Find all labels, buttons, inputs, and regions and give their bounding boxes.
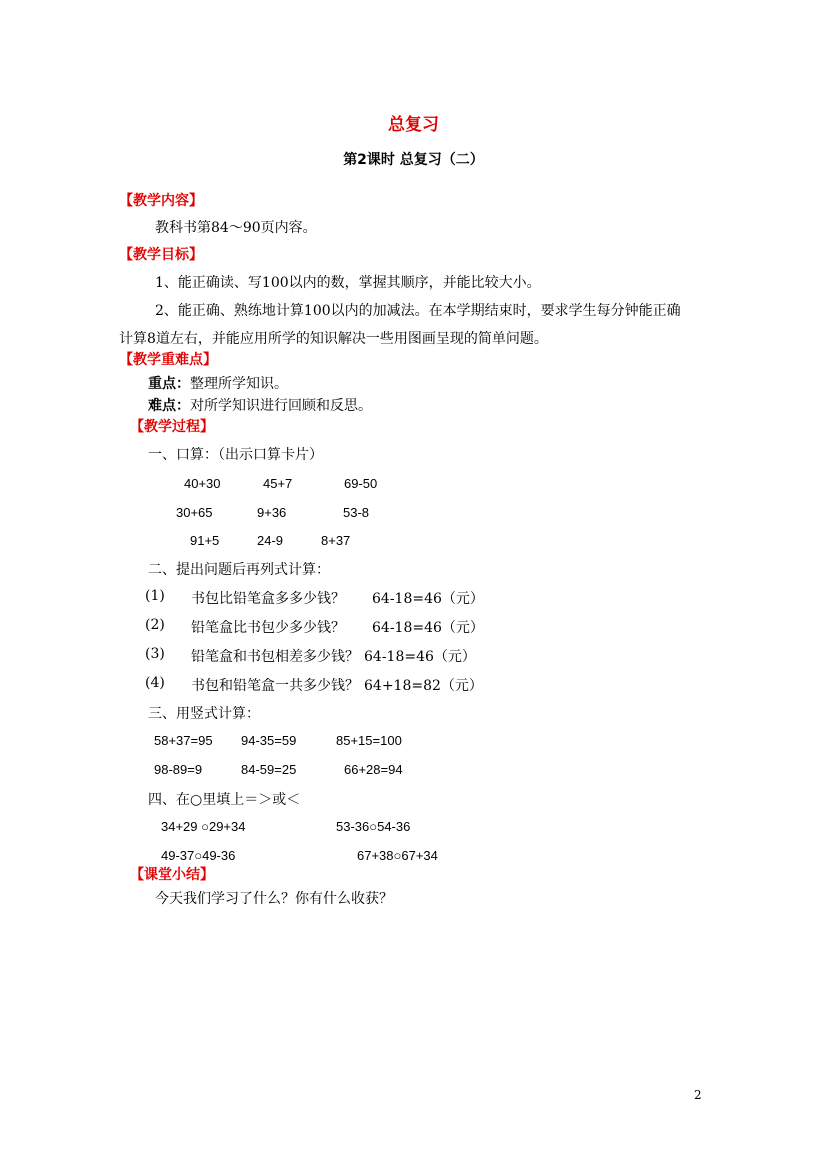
word-problem-answer: 64+18=82（元） [364,678,483,694]
word-problem-question: 书包和铅笔盒一共多少钱？ [191,678,359,694]
key-point-line [148,373,288,393]
word-problem-num: (2) [145,617,165,633]
oral-calc-item: 40+30 [184,476,221,491]
vertical-calc-item: 94-35=59 [241,733,297,748]
content-text: 教科书第84～90页内容。 [155,220,317,236]
word-problem-num: (4) [145,675,165,691]
process-heading: 【教学过程】 [130,419,214,435]
compare-item: 34+29 ○29+34 [161,819,246,834]
goals-heading: 【教学目标】 [119,247,203,263]
content-heading: 【教学内容】 [119,193,203,209]
vertical-calc-item: 58+37=95 [154,733,213,748]
vertical-calc-item: 66+28=94 [344,762,403,777]
oral-calc-item: 9+36 [257,505,287,520]
oral-calc-item: 69-50 [344,476,378,491]
difficulty-text: 对所学知识进行回顾和反思。 [190,398,372,414]
goal-item-2-line-2: 计算8道左右，并能应用所学的知识解决一些用图画呈现的简单问题。 [119,331,548,347]
vertical-calc-label: 三、用竖式计算： [148,706,260,722]
oral-calc-item: 91+5 [190,533,220,548]
word-problem-answer: 64-18=46（元） [364,649,476,665]
compare-item: 49-37○49-36 [161,848,236,863]
word-problem-question: 铅笔盒和书包相差多少钱？ [191,649,359,665]
oral-calc-label: 一、口算：（出示口算卡片） [148,447,323,463]
document-title: 总复习 [388,115,439,135]
word-problem-num: (1) [145,588,165,604]
word-problem-answer: 64-18=46（元） [372,620,484,636]
oral-calc-item: 8+37 [321,533,351,548]
compare-item: 53-36○54-36 [336,819,411,834]
word-problem-question: 书包比铅笔盒多多少钱？ [191,591,345,607]
difficulty-line [148,395,372,415]
key-points-heading: 【教学重难点】 [119,352,217,368]
key-point-label: 重点： [148,376,190,392]
word-problem-answer: 64-18=46（元） [372,591,484,607]
oral-calc-item: 45+7 [263,476,293,491]
summary-text: 今天我们学习了什么？你有什么收获？ [155,891,393,907]
compare-item: 67+38○67+34 [357,848,438,863]
word-problem-label: 二、提出问题后再列式计算： [148,562,330,578]
word-problem-question: 铅笔盒比书包少多少钱？ [191,620,345,636]
oral-calc-item: 30+65 [176,505,213,520]
vertical-calc-item: 98-89=9 [154,762,203,777]
vertical-calc-item: 85+15=100 [336,733,402,748]
oral-calc-item: 53-8 [343,505,370,520]
word-problem-num: (3) [145,646,165,662]
difficulty-label: 难点： [148,398,190,414]
summary-heading: 【课堂小结】 [130,867,214,883]
lesson-subtitle: 第2课时 总复习（二） [343,152,484,168]
key-point-text: 整理所学知识。 [190,376,288,392]
compare-label: 四、在○里填上＝＞或＜ [148,792,301,808]
goal-item-1: 1、能正确读、写100以内的数，掌握其顺序，并能比较大小。 [155,275,541,291]
page-number: 2 [694,1088,702,1102]
goal-item-2-line-1: 2、能正确、熟练地计算100以内的加减法。在本学期结束时，要求学生每分钟能正确 [155,303,681,319]
oral-calc-item: 24-9 [257,533,284,548]
vertical-calc-item: 84-59=25 [241,762,297,777]
